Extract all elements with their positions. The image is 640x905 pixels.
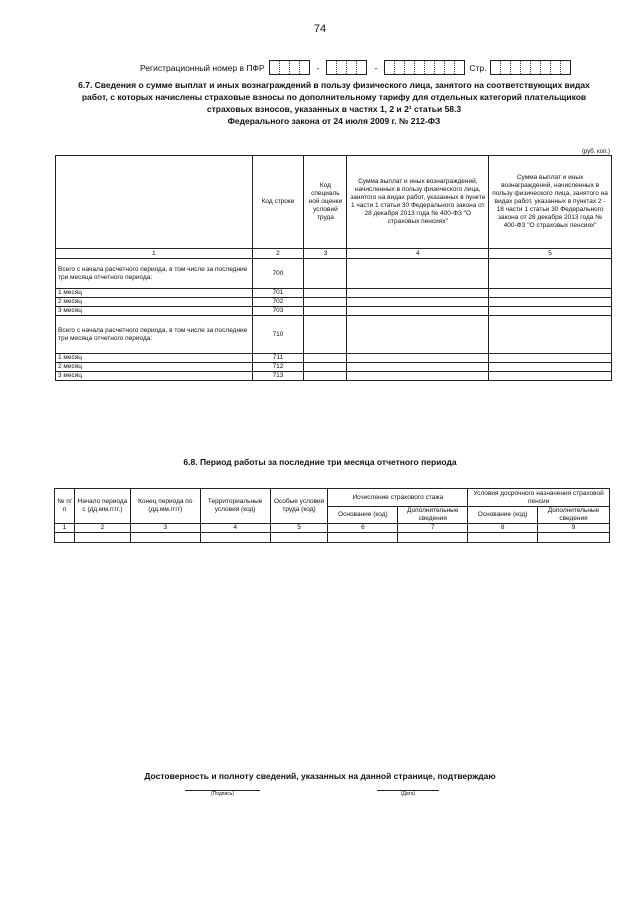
unit-label: (руб. коп.) (581, 149, 610, 155)
row-code: 703 (252, 307, 304, 316)
col-number: 6 (328, 524, 398, 533)
section-6-7-table (55, 155, 612, 381)
row-label: 2 месяц (56, 363, 253, 372)
row-code: 700 (252, 259, 304, 289)
header-cell: Основание (код) (468, 507, 538, 524)
confirmation-statement: Достоверность и полноту сведений, указанных на данной странице, подтверждаю (144, 771, 496, 781)
col-number: 5 (489, 249, 612, 259)
table-row (55, 533, 610, 543)
row-code: 712 (252, 363, 304, 372)
table-header-row (55, 489, 610, 507)
value-cell[interactable] (489, 289, 612, 298)
row-label: Всего с начала расчетного периода, в том числе за последние три месяца отчетного периода: (56, 316, 253, 354)
table-row (56, 354, 612, 363)
col-number: 3 (130, 524, 200, 533)
table-row (56, 259, 612, 289)
value-cell[interactable] (489, 298, 612, 307)
table-row (56, 289, 612, 298)
header-cell: Исчисление страхового стажа (328, 489, 468, 507)
value-cell[interactable] (304, 289, 347, 298)
col-number: 2 (252, 249, 304, 259)
col-number: 1 (55, 524, 75, 533)
row-code: 701 (252, 289, 304, 298)
reg-cells-3[interactable] (384, 60, 465, 75)
header-cell: Начало периода с (дд.мм.гггг.) (74, 489, 130, 524)
value-cell[interactable] (347, 298, 489, 307)
value-cell[interactable] (489, 354, 612, 363)
value-cell[interactable] (347, 363, 489, 372)
value-cell[interactable] (304, 259, 347, 289)
title-line: 6.7. Сведения о сумме выплат и иных вознаграждений в пользу физического лица, занятого на соответствующих видах (78, 80, 590, 90)
dash-separator: - (374, 62, 378, 73)
col-number: 5 (270, 524, 328, 533)
value-cell[interactable] (489, 307, 612, 316)
row-label: 3 месяц (56, 307, 253, 316)
col-number: 1 (56, 249, 253, 259)
page-label: Стр. (469, 62, 487, 73)
value-cell[interactable] (468, 533, 538, 543)
registration-label: Регистрационный номер в ПФР (140, 62, 265, 73)
header-cell: Особые условия труда (код) (270, 489, 328, 524)
row-code: 702 (252, 298, 304, 307)
table-row (56, 363, 612, 372)
row-label: 2 месяц (56, 298, 253, 307)
signature-line[interactable]: (Подпись) (185, 790, 260, 797)
value-cell[interactable] (74, 533, 130, 543)
value-cell[interactable] (489, 316, 612, 354)
header-cell: Территориальные условия (код) (200, 489, 270, 524)
table-row (56, 372, 612, 381)
header-cell (56, 156, 253, 249)
value-cell[interactable] (304, 316, 347, 354)
row-label: Всего с начала расчетного периода, в том числе за последние три месяца отчетного периода: (56, 259, 253, 289)
col-number: 4 (347, 249, 489, 259)
section-6-8-title: 6.8. Период работы за последние три месяца отчетного периода (183, 457, 457, 467)
value-cell[interactable] (347, 307, 489, 316)
value-cell[interactable] (489, 372, 612, 381)
reg-cells-1[interactable] (269, 60, 310, 75)
value-cell[interactable] (398, 533, 468, 543)
value-cell[interactable] (347, 354, 489, 363)
col-number: 8 (468, 524, 538, 533)
value-cell[interactable] (347, 372, 489, 381)
value-cell[interactable] (304, 372, 347, 381)
value-cell[interactable] (304, 307, 347, 316)
title-line: Федерального закона от 24 июля 2009 г. № 212-ФЗ (227, 116, 441, 126)
value-cell[interactable] (270, 533, 328, 543)
header-cell: Основание (код) (328, 507, 398, 524)
reg-cells-2[interactable] (326, 60, 367, 75)
value-cell[interactable] (304, 298, 347, 307)
table-row (56, 298, 612, 307)
value-cell[interactable] (200, 533, 270, 543)
value-cell[interactable] (489, 363, 612, 372)
column-number-row (55, 524, 610, 533)
value-cell[interactable] (130, 533, 200, 543)
value-cell[interactable] (304, 354, 347, 363)
title-line: работ, с которых начислены страховые взносы по дополнительному тарифу для отдельных категорий плательщиков (81, 92, 587, 102)
value-cell[interactable] (347, 259, 489, 289)
date-line[interactable]: (Дата) (377, 790, 439, 797)
table-header-row (56, 156, 612, 249)
table-row (56, 316, 612, 354)
col-number: 2 (74, 524, 130, 533)
value-cell[interactable] (489, 259, 612, 289)
value-cell[interactable] (55, 533, 75, 543)
section-6-7-title (58, 79, 610, 127)
col-number: 3 (304, 249, 347, 259)
header-cell: Код строки (252, 156, 304, 249)
row-label: 1 месяц (56, 289, 253, 298)
value-cell[interactable] (347, 289, 489, 298)
page-cells[interactable] (490, 60, 571, 75)
value-cell[interactable] (538, 533, 610, 543)
title-line: страховых взносов, указанных в частях 1, 2 и 2¹ статьи 58.3 (206, 104, 462, 114)
col-number: 7 (398, 524, 468, 533)
header-cell: Условия досрочного назначения страховой пенсии (468, 489, 610, 507)
row-label: 1 месяц (56, 354, 253, 363)
column-number-row (56, 249, 612, 259)
row-code: 713 (252, 372, 304, 381)
header-cell: Сумма выплат и иных вознаграждений, начисленных в пользу физического лица, занятого на видах работ, указанных в пунктах 2 - 18 части 1 статьи 30 Федерального закона от 28 декабря 2013 года № 400-ФЗ "О страховых пенсиях" (489, 156, 612, 249)
dash-separator: - (316, 62, 320, 73)
table-row (56, 307, 612, 316)
header-cell: Сумма выплат и иных вознаграждений, начисленных в пользу физического лица, занятого на видах работ, указанных в пункте 1 части 1 статьи 30 Федерального закона от 28 декабря 2013 года № 400-ФЗ "О страховых пенсиях" (347, 156, 489, 249)
value-cell[interactable] (304, 363, 347, 372)
row-label: 3 месяц (56, 372, 253, 381)
section-6-8-table (54, 488, 610, 543)
page-number: 74 (313, 23, 327, 35)
header-cell: Код специаль ной оценки условий труда (304, 156, 347, 249)
header-cell: № п/п (55, 489, 75, 524)
registration-row (140, 60, 575, 75)
row-code: 710 (252, 316, 304, 354)
col-number: 4 (200, 524, 270, 533)
value-cell[interactable] (347, 316, 489, 354)
col-number: 9 (538, 524, 610, 533)
header-cell: Дополнительные сведения (398, 507, 468, 524)
value-cell[interactable] (328, 533, 398, 543)
header-cell: Конец периода по (дд.мм.гггг) (130, 489, 200, 524)
header-cell: Дополнительные сведения (538, 507, 610, 524)
row-code: 711 (252, 354, 304, 363)
